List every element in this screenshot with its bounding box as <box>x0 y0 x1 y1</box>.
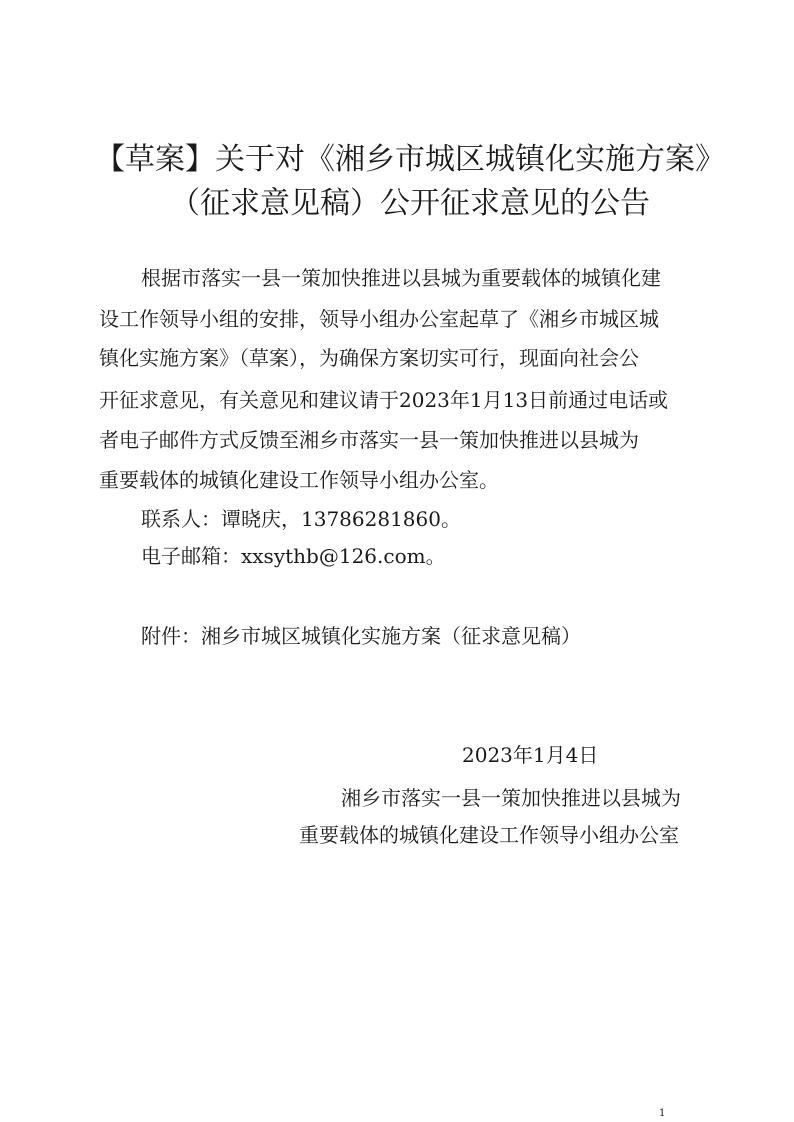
issuer-line-2: 重要载体的城镇化建设工作领导小组办公室 <box>299 823 679 847</box>
page-number: 1 <box>659 1108 666 1119</box>
contact-line: 联系人：谭晓庆，13786281860。 <box>141 507 461 531</box>
attachment-line: 附件：湘乡市城区城镇化实施方案（征求意见稿） <box>141 624 581 648</box>
paragraph-line: 开征求意见，有关意见和建议请于2023年1月13日前通过电话或 <box>99 388 669 412</box>
issue-date: 2023年1月4日 <box>462 743 599 767</box>
paragraph-line: 根据市落实一县一策加快推进以县城为重要载体的城镇化建 <box>141 266 661 290</box>
notice-title-line-1: 【草案】关于对《湘乡市城区城镇化实施方案》 <box>95 142 725 177</box>
notice-title-line-2: （征求意见稿）公开征求意见的公告 <box>170 186 650 221</box>
paragraph-line: 设工作领导小组的安排，领导小组办公室起草了《湘乡市城区城 <box>99 307 659 331</box>
paragraph-line: 者电子邮件方式反馈至湘乡市落实一县一策加快推进以县城为 <box>99 428 639 452</box>
issuer-line-1: 湘乡市落实一县一策加快推进以县城为 <box>341 786 681 810</box>
paragraph-line: 重要载体的城镇化建设工作领导小组办公室。 <box>99 468 499 492</box>
paragraph-line: 镇化实施方案》（草案），为确保方案切实可行，现面向社会公 <box>99 346 639 370</box>
email-line: 电子邮箱：xxsythb@126.com。 <box>141 544 446 568</box>
